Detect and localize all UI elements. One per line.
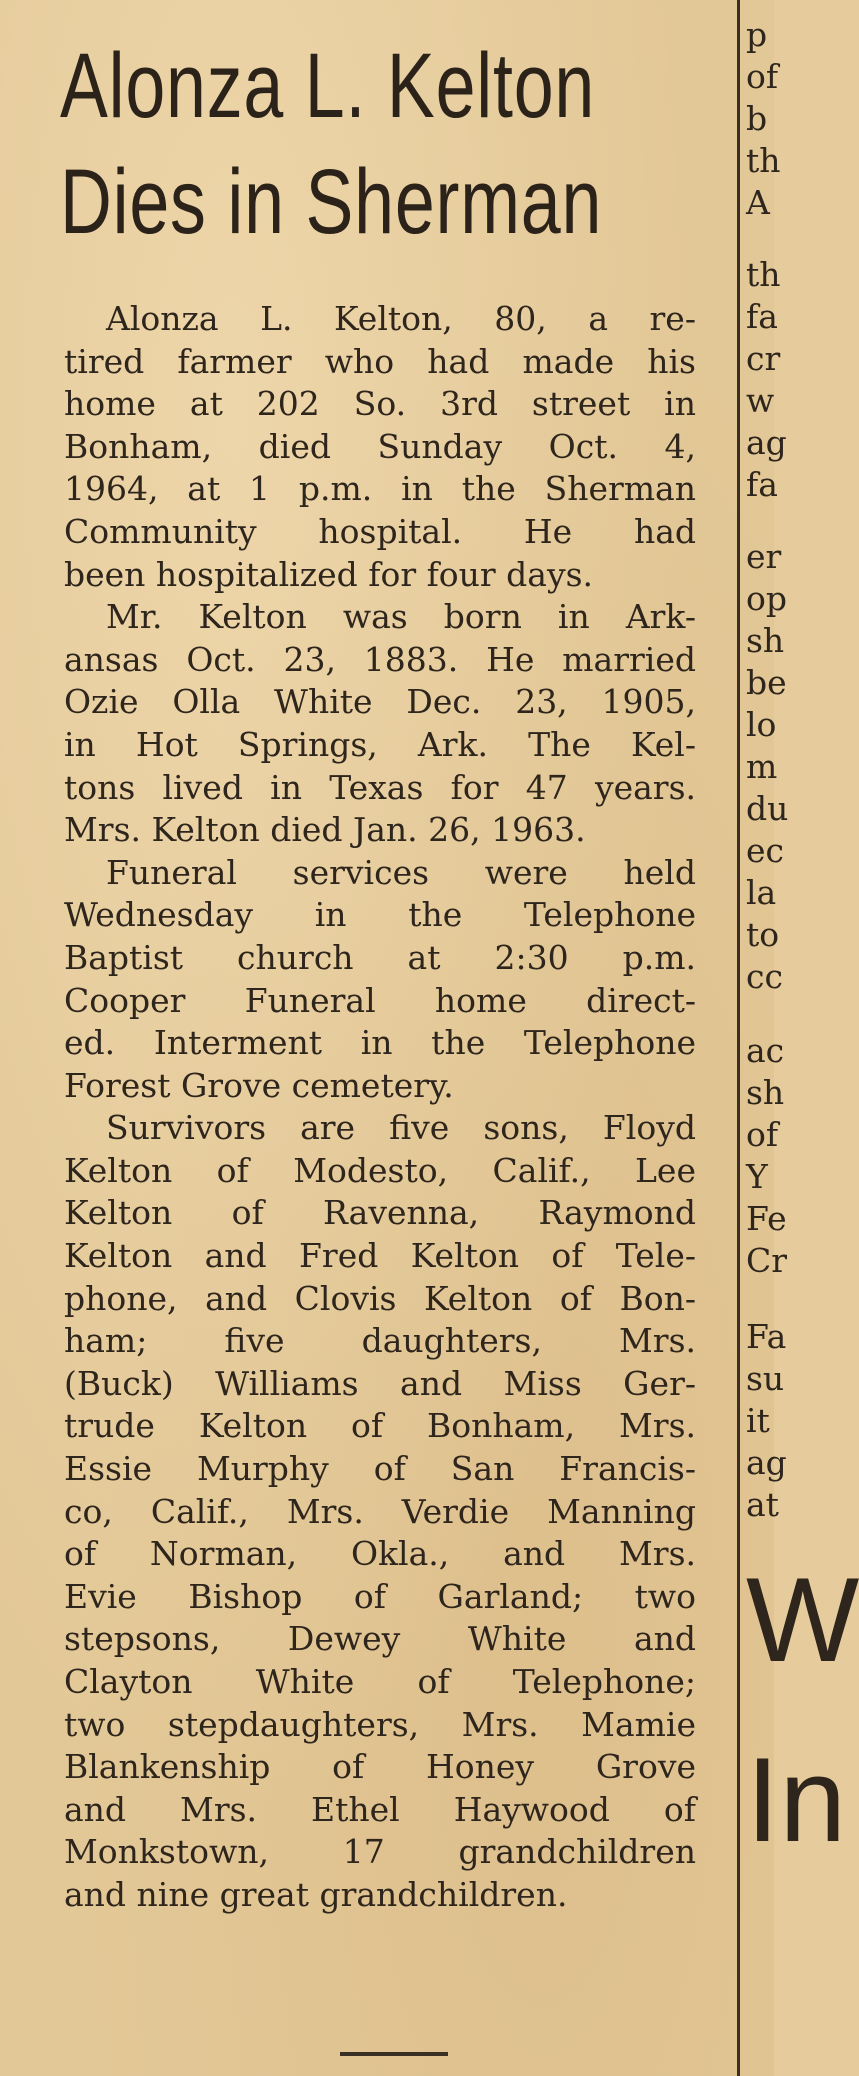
article-line: Essie Murphy of San Francis- bbox=[64, 1449, 696, 1489]
article-line: Kelton of Ravenna, Raymond bbox=[64, 1193, 696, 1233]
article-line: phone, and Clovis Kelton of Bon- bbox=[64, 1278, 696, 1318]
article-line: Baptist church at 2:30 p.m. bbox=[64, 937, 696, 977]
article-body bbox=[64, 298, 696, 1917]
adjacent-column-fragment: Fa bbox=[746, 1317, 787, 1356]
article-line: Bonham, died Sunday Oct. 4, bbox=[64, 426, 696, 466]
article-line: Mr. Kelton was born in Ark- bbox=[106, 597, 696, 637]
adjacent-column-fragment: ag bbox=[746, 1443, 787, 1482]
article-line: co, Calif., Mrs. Verdie Manning bbox=[64, 1491, 696, 1531]
article-line: (Buck) Williams and Miss Ger- bbox=[64, 1363, 696, 1403]
adjacent-column-fragment: w bbox=[746, 381, 775, 420]
article-line: Alonza L. Kelton, 80, a re- bbox=[106, 299, 696, 338]
adjacent-column-fragment: of bbox=[746, 1115, 779, 1154]
article-line: two stepdaughters, Mrs. Mamie bbox=[64, 1704, 696, 1744]
article-line: Monkstown, 17 grandchildren bbox=[64, 1832, 696, 1872]
article-line: ed. Interment in the Telephone bbox=[64, 1023, 696, 1063]
adjacent-column-fragment: b bbox=[746, 99, 768, 138]
article-line: Forest Grove cemetery. bbox=[64, 1065, 454, 1105]
article-line: been hospitalized for four days. bbox=[64, 554, 594, 594]
article-headline bbox=[60, 28, 603, 260]
adjacent-column-fragment: Cr bbox=[746, 1241, 788, 1280]
adjacent-column-fragment: th bbox=[746, 141, 781, 180]
article-line: ham; five daughters, Mrs. bbox=[64, 1321, 696, 1361]
end-rule bbox=[340, 2052, 448, 2056]
adjacent-column-fragment: th bbox=[746, 255, 781, 294]
article-line: Evie Bishop of Garland; two bbox=[64, 1576, 696, 1616]
headline-line-2: Dies in Sherman bbox=[60, 151, 603, 253]
article-line: in Hot Springs, Ark. The Kel- bbox=[64, 724, 696, 764]
adjacent-column-fragment: la bbox=[746, 873, 777, 912]
adjacent-column-fragment: ac bbox=[746, 1031, 785, 1070]
article-line: tons lived in Texas for 47 years. bbox=[64, 767, 696, 807]
article-line: tired farmer who had made his bbox=[64, 341, 696, 381]
article-column bbox=[40, 0, 695, 2076]
article-line: Survivors are five sons, Floyd bbox=[106, 1108, 696, 1148]
article-line: home at 202 So. 3rd street in bbox=[64, 384, 696, 424]
adjacent-column-fragment: Y bbox=[746, 1157, 768, 1196]
article-line: Kelton of Modesto, Calif., Lee bbox=[64, 1150, 696, 1190]
adjacent-column-fragment: ec bbox=[746, 831, 785, 870]
adjacent-column-fragment: op bbox=[746, 579, 787, 618]
adjacent-column-fragment: W bbox=[746, 1553, 859, 1687]
article-line: trude Kelton of Bonham, Mrs. bbox=[64, 1406, 696, 1446]
article-line: of Norman, Okla., and Mrs. bbox=[64, 1534, 696, 1574]
adjacent-column-fragment: be bbox=[746, 663, 787, 702]
adjacent-column-fragment: er bbox=[746, 537, 782, 576]
article-line: Wednesday in the Telephone bbox=[64, 895, 696, 935]
column-divider bbox=[737, 0, 740, 2076]
adjacent-column-fragment: du bbox=[746, 789, 789, 828]
article-line: Kelton and Fred Kelton of Tele- bbox=[64, 1236, 696, 1276]
adjacent-column-fragment: it bbox=[746, 1401, 770, 1440]
adjacent-column-fragment: lo bbox=[746, 705, 777, 744]
article-line: Mrs. Kelton died Jan. 26, 1963. bbox=[64, 810, 586, 850]
article-line: and Mrs. Ethel Haywood of bbox=[64, 1789, 696, 1829]
article-line: Clayton White of Telephone; bbox=[64, 1662, 696, 1701]
adjacent-column-fragment: sh bbox=[746, 621, 785, 660]
adjacent-column-fragment: to bbox=[746, 915, 780, 954]
headline-line-1: Alonza L. Kelton bbox=[60, 35, 596, 137]
adjacent-column-fragment: sh bbox=[746, 1073, 785, 1112]
adjacent-column-fragment: at bbox=[746, 1485, 779, 1524]
article-line: and nine great grandchildren. bbox=[64, 1874, 568, 1914]
article-line: ansas Oct. 23, 1883. He married bbox=[64, 639, 696, 679]
adjacent-column-fragment: fa bbox=[746, 465, 778, 504]
adjacent-column-fragment: A bbox=[746, 183, 770, 222]
adjacent-column-fragment: m bbox=[746, 747, 778, 786]
adjacent-column-fragment: cc bbox=[746, 957, 783, 996]
article-line: 1964, at 1 p.m. in the Sherman bbox=[64, 469, 696, 509]
article-line: Funeral services were held bbox=[106, 852, 696, 892]
adjacent-column-fragment: Fe bbox=[746, 1199, 787, 1238]
article-line: stepsons, Dewey White and bbox=[64, 1619, 696, 1659]
article-line: Cooper Funeral home direct- bbox=[64, 980, 696, 1020]
article-line: Blankenship of Honey Grove bbox=[64, 1747, 696, 1787]
adjacent-column-fragment: of bbox=[746, 57, 779, 96]
article-line: Community hospital. He had bbox=[64, 511, 696, 551]
adjacent-column bbox=[744, 0, 859, 2076]
adjacent-column-fragment: fa bbox=[746, 297, 778, 336]
adjacent-column-fragment: In bbox=[746, 1733, 847, 1867]
adjacent-column-fragment: su bbox=[746, 1359, 785, 1398]
article-line: Ozie Olla White Dec. 23, 1905, bbox=[64, 682, 696, 722]
adjacent-column-fragment: p bbox=[746, 15, 768, 54]
adjacent-column-fragment: cr bbox=[746, 339, 781, 378]
adjacent-column-fragment: ag bbox=[746, 423, 787, 462]
